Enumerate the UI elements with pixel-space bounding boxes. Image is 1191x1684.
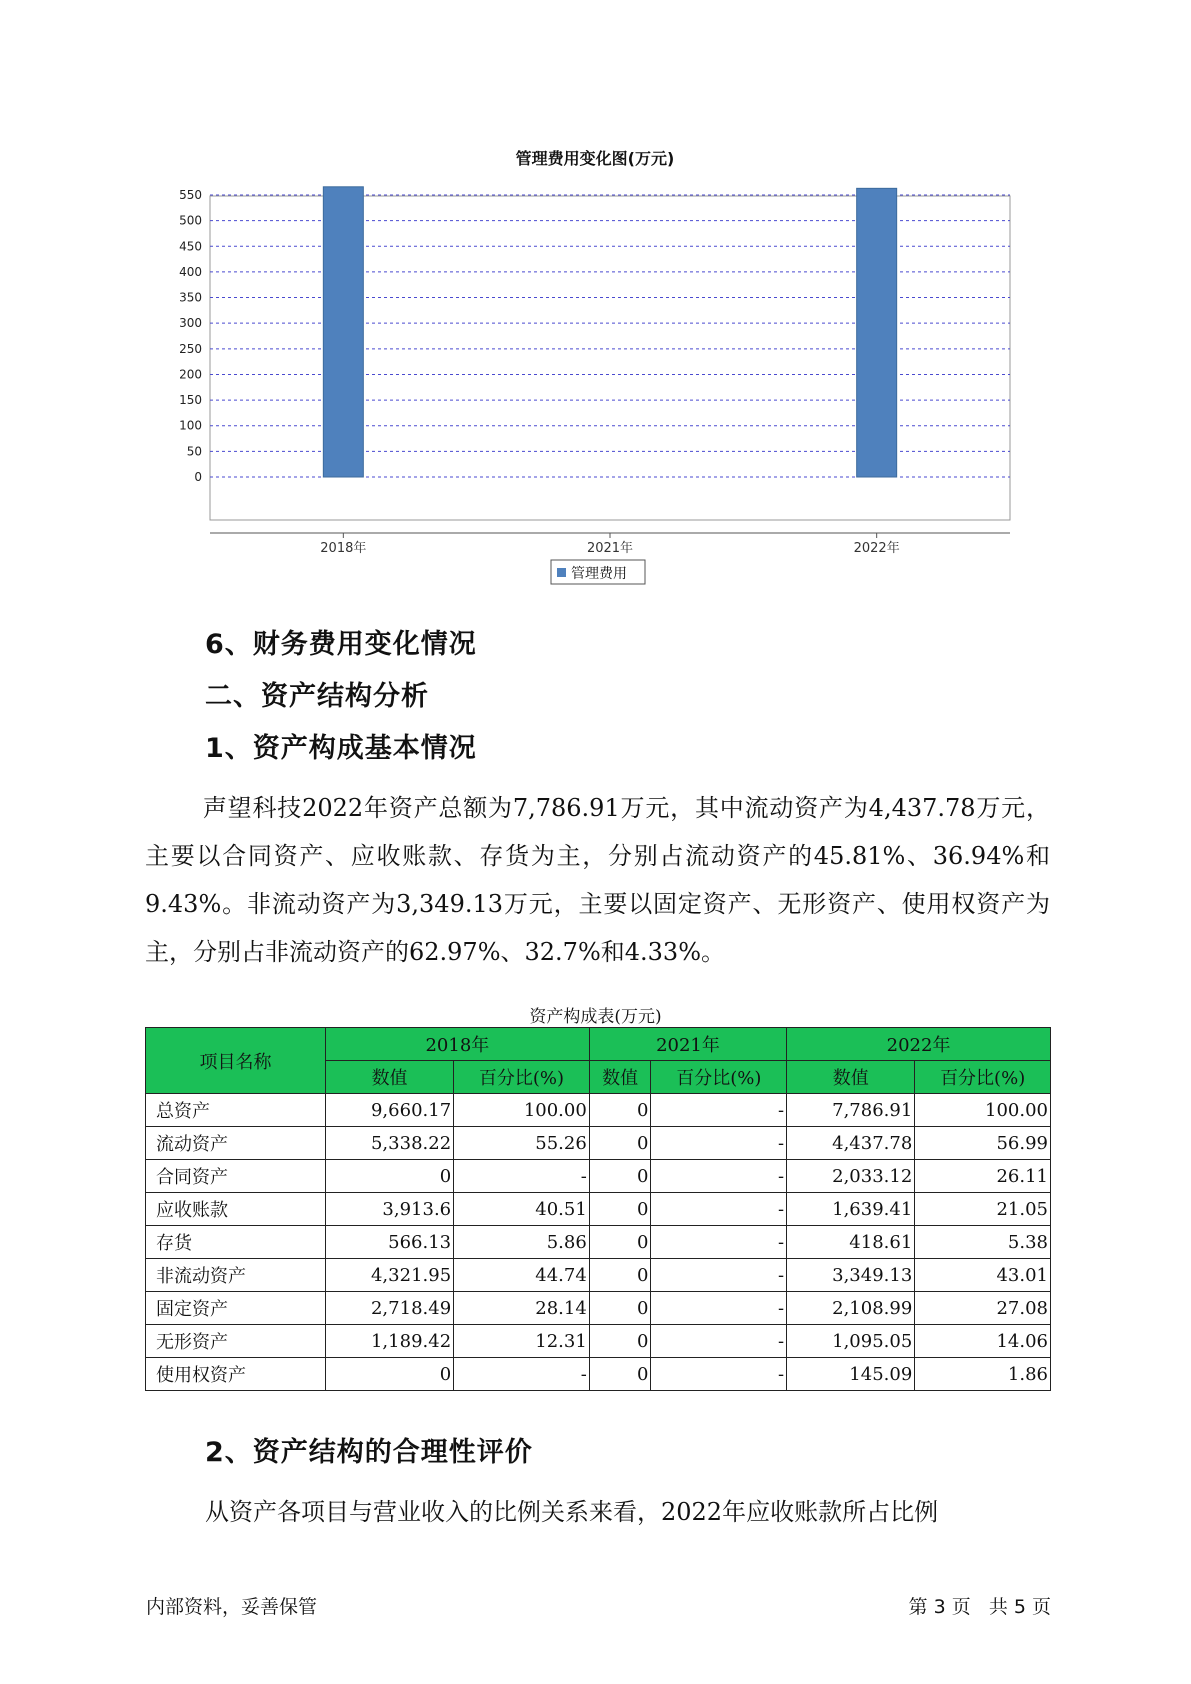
row-label: 合同资产	[146, 1160, 326, 1193]
cell-percent: -	[651, 1094, 787, 1127]
x-tick-layer	[320, 533, 899, 556]
asset-table	[145, 1027, 1051, 1391]
bar-layer	[323, 187, 896, 477]
header-year-2022: 2022年	[787, 1028, 1051, 1061]
y-tick-label: 150	[179, 393, 202, 408]
cell-percent: -	[651, 1127, 787, 1160]
y-tick-label: 450	[179, 239, 202, 254]
heading-finance-expense: 6、财务费用变化情况	[205, 629, 477, 660]
cell-percent: -	[651, 1325, 787, 1358]
legend-swatch	[557, 568, 566, 577]
x-tick-label: 2018年	[320, 541, 367, 556]
cell-value: 1,189.42	[326, 1325, 454, 1358]
subheader-percent: 百分比(%)	[454, 1061, 590, 1094]
chart-legend	[551, 560, 645, 584]
cell-percent: 56.99	[915, 1127, 1051, 1160]
table-body	[146, 1094, 1051, 1391]
table-row	[146, 1160, 1051, 1193]
subheader-value: 数值	[326, 1061, 454, 1094]
subheader-value: 数值	[787, 1061, 915, 1094]
cell-percent: 28.14	[454, 1292, 590, 1325]
cell-value: 418.61	[787, 1226, 915, 1259]
legend-label: 管理费用	[571, 566, 627, 582]
cell-value: 0	[326, 1358, 454, 1391]
cell-value: 4,321.95	[326, 1259, 454, 1292]
table-header-row	[146, 1028, 1051, 1061]
row-label: 无形资产	[146, 1325, 326, 1358]
table-row	[146, 1226, 1051, 1259]
row-label: 使用权资产	[146, 1358, 326, 1391]
cell-percent: -	[651, 1292, 787, 1325]
bar-2022年	[857, 188, 897, 477]
row-label: 非流动资产	[146, 1259, 326, 1292]
evaluation-paragraph: 从资产各项目与营业收入的比例关系来看，2022年应收账款所占比例	[205, 1498, 939, 1526]
cell-percent: 14.06	[915, 1325, 1051, 1358]
subheader-percent: 百分比(%)	[651, 1061, 787, 1094]
y-tick-layer	[179, 188, 202, 484]
bar-2018年	[323, 187, 363, 477]
cell-percent: 43.01	[915, 1259, 1051, 1292]
table-caption: 资产构成表(万元)	[529, 1007, 662, 1027]
row-label: 固定资产	[146, 1292, 326, 1325]
cell-percent: 5.38	[915, 1226, 1051, 1259]
cell-value: 0	[589, 1358, 651, 1391]
heading-structure-evaluation: 2、资产结构的合理性评价	[205, 1437, 533, 1468]
heading-asset-composition: 1、资产构成基本情况	[205, 733, 477, 764]
cell-value: 0	[589, 1325, 651, 1358]
cell-percent: -	[651, 1193, 787, 1226]
cell-percent: 40.51	[454, 1193, 590, 1226]
chart-svg	[150, 140, 1040, 600]
cell-value: 5,338.22	[326, 1127, 454, 1160]
y-tick-label: 350	[179, 290, 202, 305]
cell-value: 3,913.6	[326, 1193, 454, 1226]
cell-value: 0	[589, 1127, 651, 1160]
cell-value: 0	[589, 1226, 651, 1259]
cell-percent: 26.11	[915, 1160, 1051, 1193]
cell-value: 0	[589, 1259, 651, 1292]
cell-value: 0	[589, 1160, 651, 1193]
header-year-2021: 2021年	[589, 1028, 786, 1061]
cell-percent: 1.86	[915, 1358, 1051, 1391]
y-tick-label: 0	[194, 470, 202, 484]
y-tick-label: 100	[179, 418, 202, 433]
row-label: 总资产	[146, 1094, 326, 1127]
x-tick-label: 2021年	[586, 541, 634, 556]
cell-percent: 21.05	[915, 1193, 1051, 1226]
cell-value: 1,095.05	[787, 1325, 915, 1358]
chart-title: 管理费用变化图(万元)	[515, 149, 675, 168]
y-tick-label: 550	[179, 188, 202, 202]
cell-percent: -	[454, 1160, 590, 1193]
cell-percent: 100.00	[915, 1094, 1051, 1127]
table-row	[146, 1094, 1051, 1127]
y-tick-label: 250	[179, 341, 202, 356]
table-row	[146, 1292, 1051, 1325]
cell-value: 3,349.13	[787, 1259, 915, 1292]
cell-percent: -	[454, 1358, 590, 1391]
cell-percent: 55.26	[454, 1127, 590, 1160]
subheader-percent: 百分比(%)	[915, 1061, 1051, 1094]
cell-percent: -	[651, 1226, 787, 1259]
cell-percent: -	[651, 1160, 787, 1193]
row-label: 存货	[146, 1226, 326, 1259]
cell-value: 0	[326, 1160, 454, 1193]
cell-value: 1,639.41	[787, 1193, 915, 1226]
cell-value: 2,033.12	[787, 1160, 915, 1193]
cell-percent: 12.31	[454, 1325, 590, 1358]
header-item-name: 项目名称	[146, 1028, 326, 1094]
cell-percent: -	[651, 1358, 787, 1391]
cell-value: 0	[589, 1292, 651, 1325]
asset-summary-paragraph	[145, 784, 1050, 976]
cell-percent: 5.86	[454, 1226, 590, 1259]
cell-value: 9,660.17	[326, 1094, 454, 1127]
y-tick-label: 200	[179, 367, 202, 382]
footer-page-number: 第 3 页 共 5 页	[908, 1596, 1051, 1618]
cell-value: 2,718.49	[326, 1292, 454, 1325]
table-row	[146, 1259, 1051, 1292]
cell-value: 7,786.91	[787, 1094, 915, 1127]
subheader-value: 数值	[589, 1061, 651, 1094]
row-label: 流动资产	[146, 1127, 326, 1160]
cell-percent: -	[651, 1259, 787, 1292]
expense-chart	[150, 140, 1040, 600]
header-year-2018: 2018年	[326, 1028, 590, 1061]
table-row	[146, 1325, 1051, 1358]
cell-value: 0	[589, 1193, 651, 1226]
cell-value: 2,108.99	[787, 1292, 915, 1325]
cell-percent: 27.08	[915, 1292, 1051, 1325]
cell-percent: 100.00	[454, 1094, 590, 1127]
table-row	[146, 1358, 1051, 1391]
cell-value: 4,437.78	[787, 1127, 915, 1160]
y-tick-label: 500	[179, 213, 202, 228]
cell-value: 145.09	[787, 1358, 915, 1391]
x-tick-label: 2022年	[853, 541, 900, 556]
row-label: 应收账款	[146, 1193, 326, 1226]
asset-summary-text: 声望科技2022年资产总额为7,786.91万元，其中流动资产为4,437.78万元，主要以合同资产、应收账款、存货为主，分别占流动资产的45.81%、36.94%和9.43%。非流动资产为3,349.13万元，主要以固定资产、无形资产、使用权资产为主，分别占非流动资产的62.97%、32.7%和4.33%。	[145, 794, 1050, 966]
y-tick-label: 400	[179, 264, 202, 279]
table-row	[146, 1193, 1051, 1226]
heading-asset-structure: 二、资产结构分析	[205, 681, 429, 712]
footer-confidential-note: 内部资料，妥善保管	[146, 1596, 318, 1618]
y-tick-label: 300	[179, 316, 202, 331]
y-tick-label: 50	[186, 444, 202, 459]
cell-value: 0	[589, 1094, 651, 1127]
cell-value: 566.13	[326, 1226, 454, 1259]
cell-percent: 44.74	[454, 1259, 590, 1292]
table-row	[146, 1127, 1051, 1160]
